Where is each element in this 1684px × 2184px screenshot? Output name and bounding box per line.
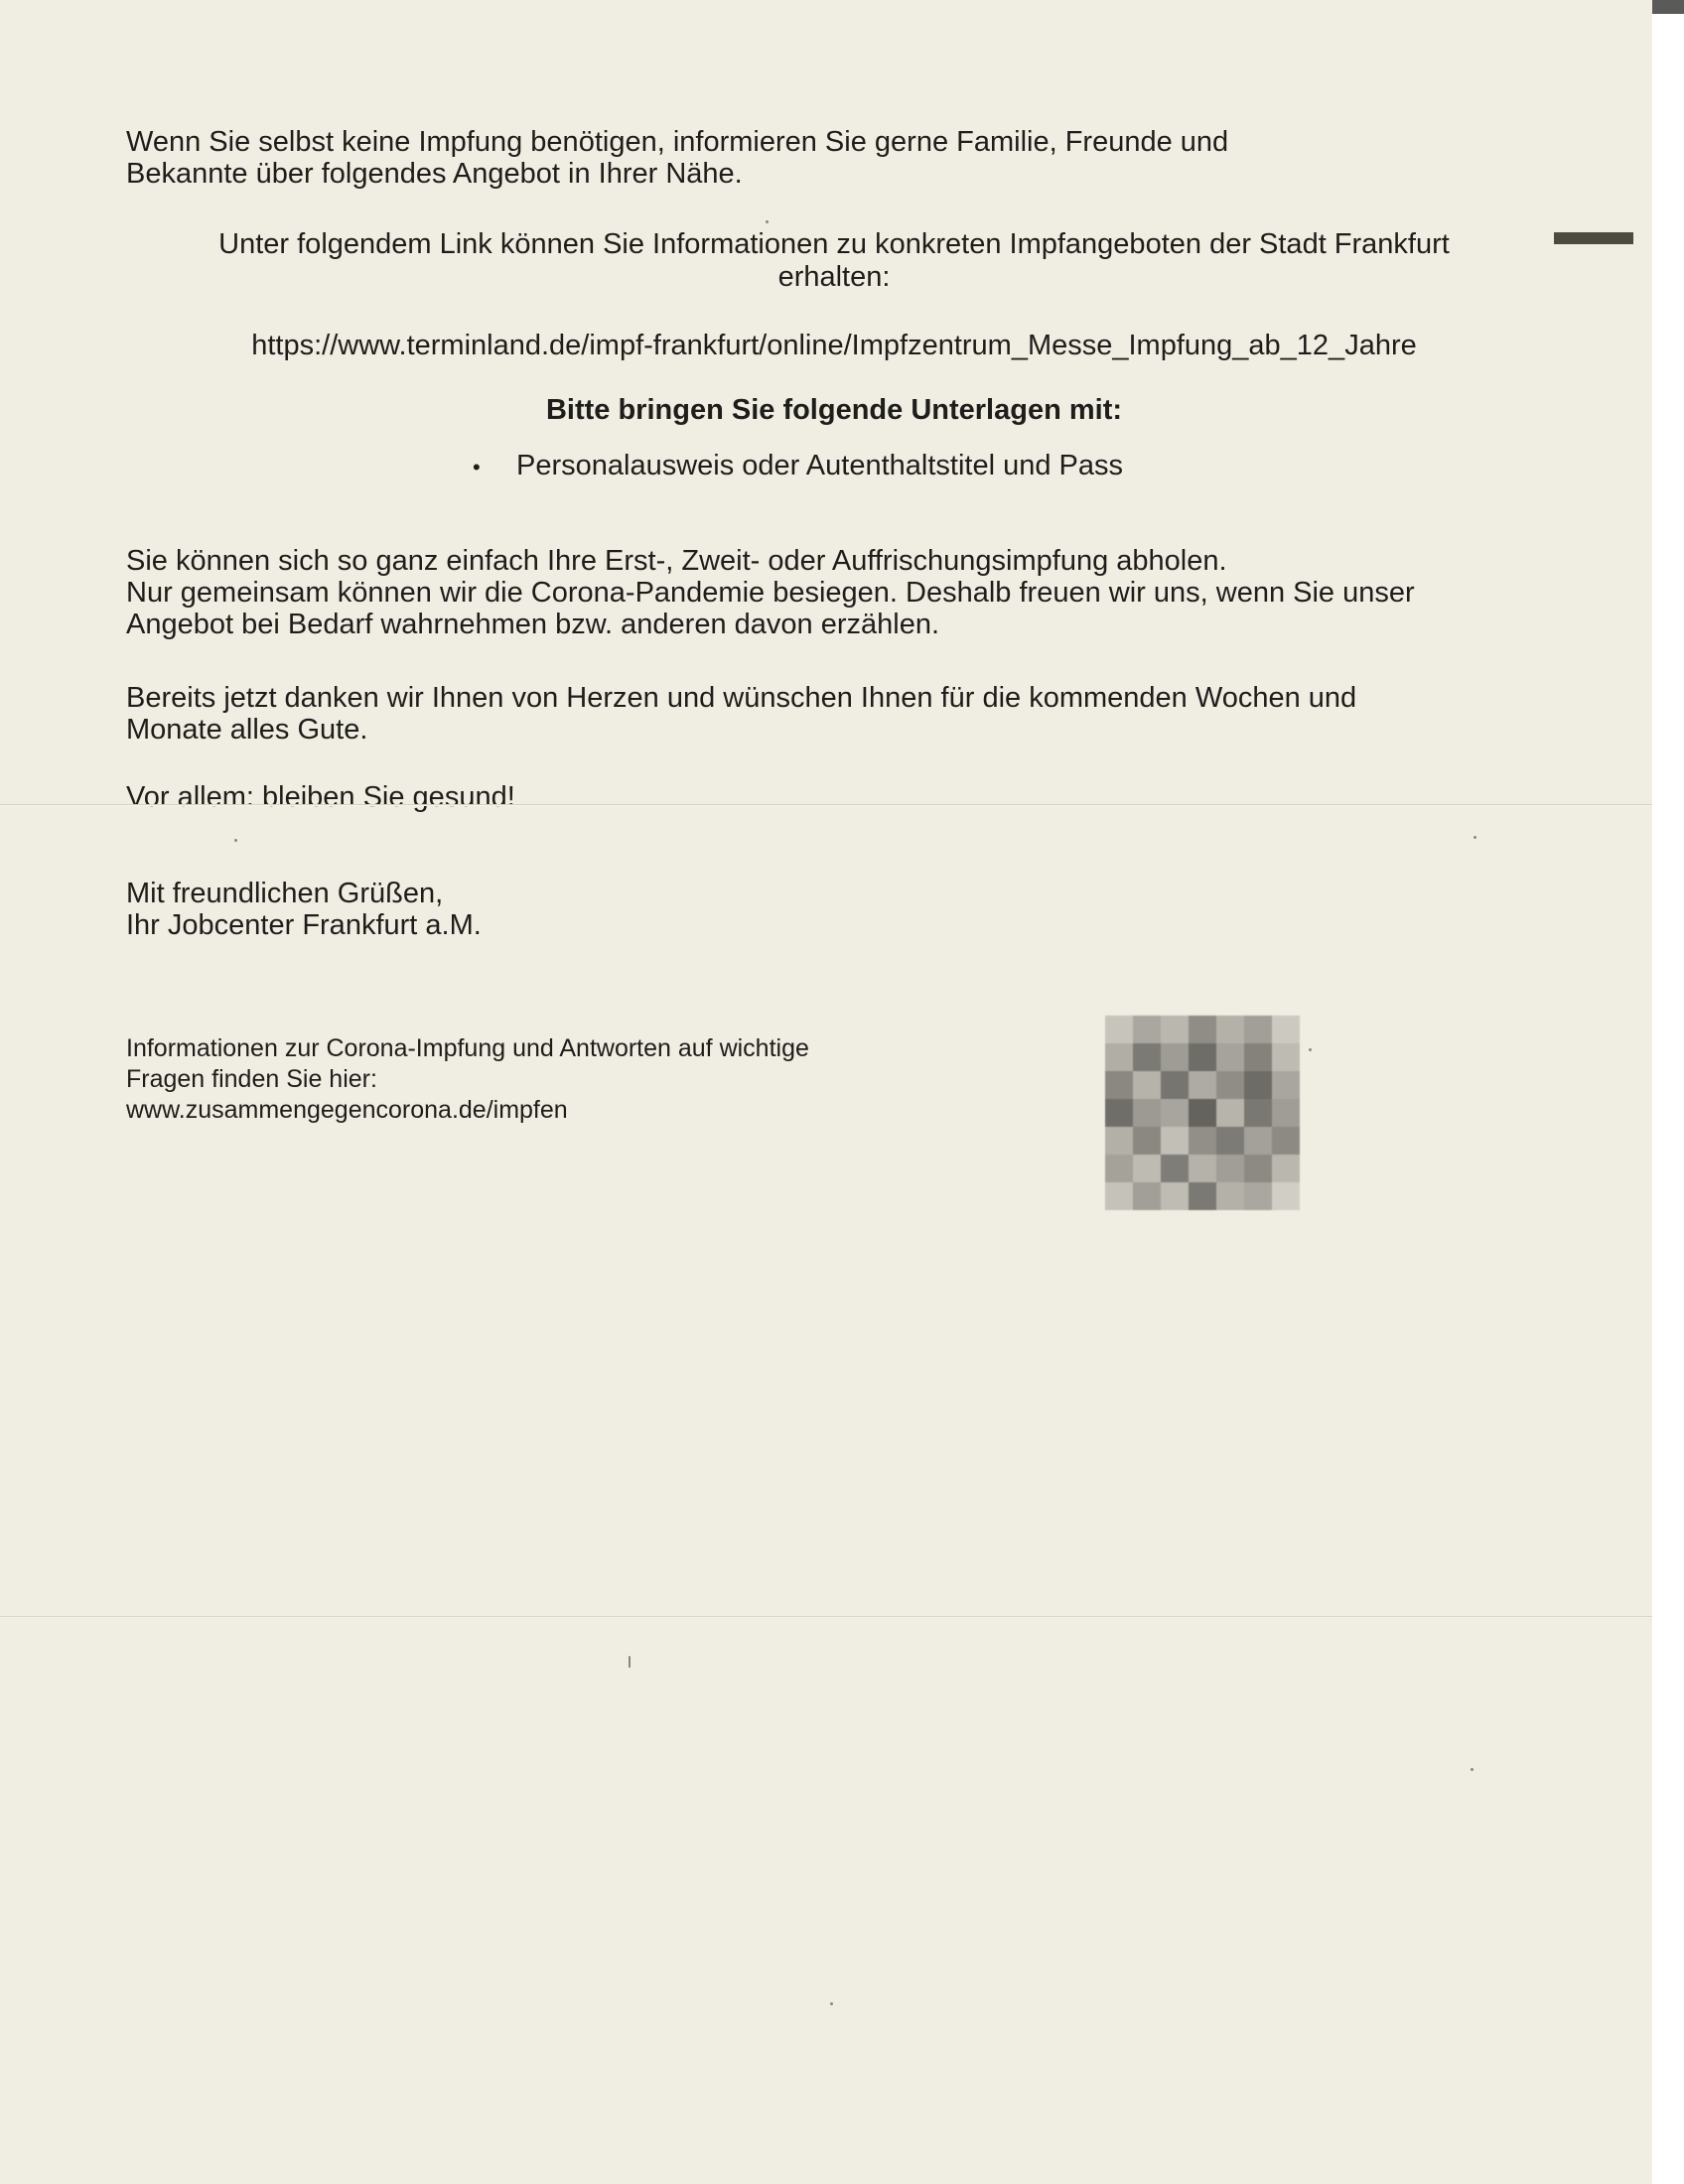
- scan-edge: [1652, 0, 1684, 2184]
- paper-speck: [766, 220, 769, 223]
- thanks-line-2: Monate alles Gute.: [126, 714, 368, 746]
- qr-code-cell: [1272, 1071, 1300, 1099]
- body-line-3: Angebot bei Bedarf wahrnehmen bzw. anderen davon erzählen.: [126, 609, 940, 640]
- intro-line-2: Bekannte über folgendes Angebot in Ihrer Nähe.: [126, 158, 743, 190]
- qr-code-cell: [1272, 1099, 1300, 1127]
- qr-code-cell: [1161, 1099, 1189, 1127]
- qr-code-cell: [1133, 1127, 1161, 1155]
- qr-code-cell: [1189, 1016, 1216, 1043]
- qr-code-cell: [1189, 1071, 1216, 1099]
- qr-code-cell: [1161, 1182, 1189, 1210]
- qr-code-cell: [1133, 1043, 1161, 1071]
- intro-paragraph: [126, 126, 1228, 190]
- qr-code-cell: [1161, 1071, 1189, 1099]
- intro-line-1: Wenn Sie selbst keine Impfung benötigen, informieren Sie gerne Familie, Freunde und: [126, 126, 1229, 158]
- qr-code-cell: [1189, 1127, 1216, 1155]
- paper-speck: [1471, 1768, 1474, 1771]
- qr-code-cell: [1272, 1182, 1300, 1210]
- booking-link[interactable]: [139, 330, 1529, 362]
- paper-speck: [1309, 1048, 1312, 1051]
- info-line-2: Fragen finden Sie hier:: [126, 1065, 377, 1093]
- documents-heading: [139, 394, 1529, 427]
- documents-heading-text: Bitte bringen Sie folgende Unterlagen mit:: [545, 394, 1123, 426]
- qr-code-cell: [1244, 1071, 1272, 1099]
- qr-code-cell: [1133, 1182, 1161, 1210]
- body-line-2: Nur gemeinsam können wir die Corona-Pandemie besiegen. Deshalb freuen wir uns, wenn Sie unser: [126, 577, 1415, 609]
- booking-link-url[interactable]: https://www.terminland.de/impf-frankfurt/online/Impfzentrum_Messe_Impfung_ab_12_Jahre: [251, 330, 1417, 361]
- qr-code-cell: [1244, 1016, 1272, 1043]
- stay-healthy-line: [126, 781, 515, 813]
- qr-code-cell: [1105, 1127, 1133, 1155]
- paper-speck: [629, 1656, 631, 1668]
- qr-code-cell: [1189, 1155, 1216, 1182]
- qr-code-cell: [1161, 1155, 1189, 1182]
- paper-fold-line: [0, 804, 1652, 806]
- qr-code-cell: [1216, 1182, 1244, 1210]
- qr-code-cell: [1105, 1182, 1133, 1210]
- thanks-line-1: Bereits jetzt danken wir Ihnen von Herzen und wünschen Ihnen für die kommenden Wochen und: [126, 682, 1357, 714]
- qr-code-cell: [1244, 1043, 1272, 1071]
- qr-code-cell: [1244, 1127, 1272, 1155]
- qr-code-cell: [1244, 1182, 1272, 1210]
- qr-code-cell: [1133, 1071, 1161, 1099]
- qr-code-cell: [1216, 1155, 1244, 1182]
- stay-healthy-text: Vor allem: bleiben Sie gesund!: [126, 781, 515, 813]
- documents-list-item: [473, 449, 1123, 484]
- body-line-1: Sie können sich so ganz einfach Ihre Erst-, Zweit- oder Auffrischungsimpfung abholen.: [126, 545, 1227, 577]
- closing-line-2: Ihr Jobcenter Frankfurt a.M.: [126, 909, 482, 941]
- closing-paragraph: [126, 878, 482, 941]
- paper-speck: [234, 839, 237, 842]
- bullet-icon: •: [473, 455, 481, 479]
- qr-code-cell: [1161, 1043, 1189, 1071]
- documents-item-text: Personalausweis oder Autenthaltstitel und Pass: [516, 450, 1123, 481]
- qr-code-cell: [1133, 1155, 1161, 1182]
- info-paragraph: [126, 1033, 809, 1126]
- link-intro-line-2: erhalten:: [777, 261, 891, 293]
- qr-code-cell: [1133, 1016, 1161, 1043]
- qr-code-cell: [1272, 1016, 1300, 1043]
- qr-code-cell: [1216, 1127, 1244, 1155]
- body-paragraph: [126, 545, 1415, 640]
- qr-code-cell: [1161, 1016, 1189, 1043]
- thanks-paragraph: [126, 682, 1356, 746]
- info-line-1: Informationen zur Corona-Impfung und Antworten auf wichtige: [126, 1034, 809, 1062]
- qr-code-cell: [1161, 1127, 1189, 1155]
- fold-mark: [1554, 232, 1633, 244]
- qr-code-cell: [1216, 1099, 1244, 1127]
- scan-edge-shadow: [1652, 0, 1684, 14]
- qr-code-cell: [1272, 1127, 1300, 1155]
- qr-code-cell: [1272, 1155, 1300, 1182]
- paper-speck: [830, 2002, 833, 2005]
- closing-line-1: Mit freundlichen Grüßen,: [126, 878, 444, 909]
- qr-code-cell: [1216, 1016, 1244, 1043]
- qr-code-cell: [1189, 1182, 1216, 1210]
- qr-code-cell: [1105, 1155, 1133, 1182]
- paper-fold-line: [0, 1616, 1652, 1618]
- link-intro-line-1: Unter folgendem Link können Sie Informationen zu konkreten Impfangeboten der Stadt Frankfurt: [218, 228, 1450, 260]
- qr-code-cell: [1244, 1155, 1272, 1182]
- qr-code-cell: [1189, 1043, 1216, 1071]
- qr-code-cell: [1105, 1016, 1133, 1043]
- qr-code-cell: [1216, 1043, 1244, 1071]
- qr-code-cell: [1189, 1099, 1216, 1127]
- link-intro-paragraph: [139, 228, 1529, 294]
- qr-code-icon: [1105, 1016, 1300, 1210]
- qr-code-cell: [1133, 1099, 1161, 1127]
- info-url[interactable]: www.zusammengegencorona.de/impfen: [126, 1096, 568, 1124]
- paper-speck: [1474, 836, 1476, 839]
- qr-code-cell: [1105, 1043, 1133, 1071]
- qr-code-cell: [1244, 1099, 1272, 1127]
- qr-code-cell: [1216, 1071, 1244, 1099]
- qr-code-cell: [1105, 1099, 1133, 1127]
- qr-code-cell: [1272, 1043, 1300, 1071]
- qr-code-cell: [1105, 1071, 1133, 1099]
